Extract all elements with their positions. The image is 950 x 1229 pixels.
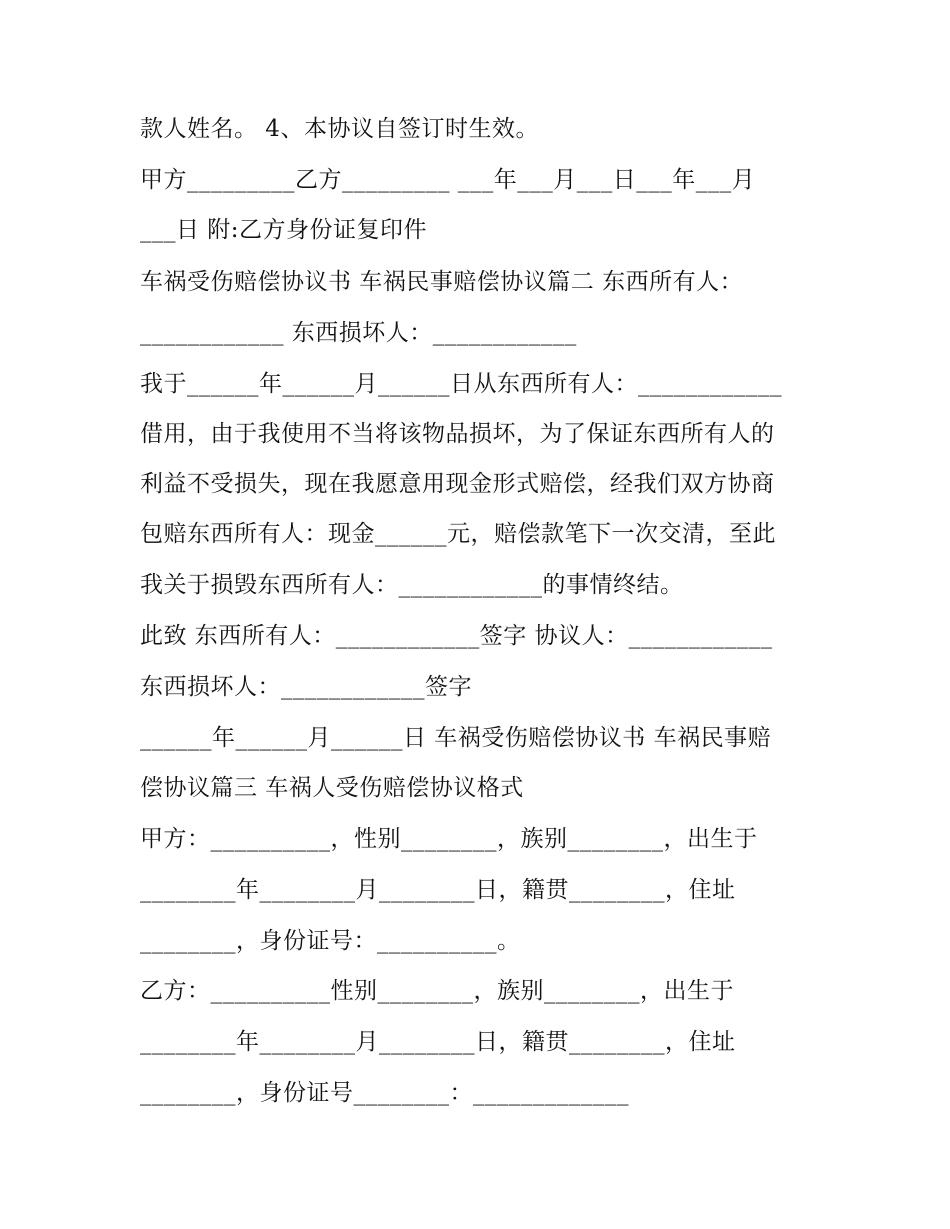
text-line: ______年______月______日 车祸受伤赔偿协议书 车祸民事赔	[140, 725, 772, 751]
text-line: 甲方_________乙方_________ ___年___月___日___年___月	[140, 167, 756, 193]
text-line: ________年________月________日，籍贯________，住址	[140, 877, 736, 903]
text-line: 偿协议篇三 车祸人受伤赔偿协议格式	[140, 775, 524, 801]
text-line: 东西损坏人：____________签字	[140, 674, 472, 700]
text-line: ________年________月________日，籍贯________，住址	[140, 1029, 736, 1055]
text-line: ___日 附:乙方身份证复印件	[140, 217, 428, 243]
text-line: 款人姓名。 4、本协议自签订时生效。	[140, 116, 539, 142]
text-line: 甲方：__________，性别________，族别________，出生于	[140, 826, 758, 852]
text-line: 乙方：__________性别________，族别________，出生于	[140, 978, 734, 1004]
text-line: 借用，由于我使用不当将该物品损坏，为了保证东西所有人的	[140, 421, 775, 447]
text-line: 我于______年______月______日从东西所有人：____________	[140, 371, 782, 397]
text-line: ________，身份证号：__________。	[140, 928, 521, 954]
text-line: 我关于损毁东西所有人：____________的事情终结。	[140, 572, 684, 598]
text-line: 此致 东西所有人：____________签字 协议人：____________	[140, 623, 773, 649]
text-line: 车祸受伤赔偿协议书 车祸民事赔偿协议篇二 东西所有人：	[140, 269, 744, 295]
text-line: 包赔东西所有人：现金______元，赔偿款笔下一次交清，至此	[140, 521, 776, 547]
text-line: ________，身份证号________：_____________	[140, 1080, 629, 1106]
text-line: 利益不受损失，现在我愿意用现金形式赔偿，经我们双方协商	[140, 471, 775, 497]
text-line: ____________ 东西损坏人：____________	[140, 320, 577, 346]
